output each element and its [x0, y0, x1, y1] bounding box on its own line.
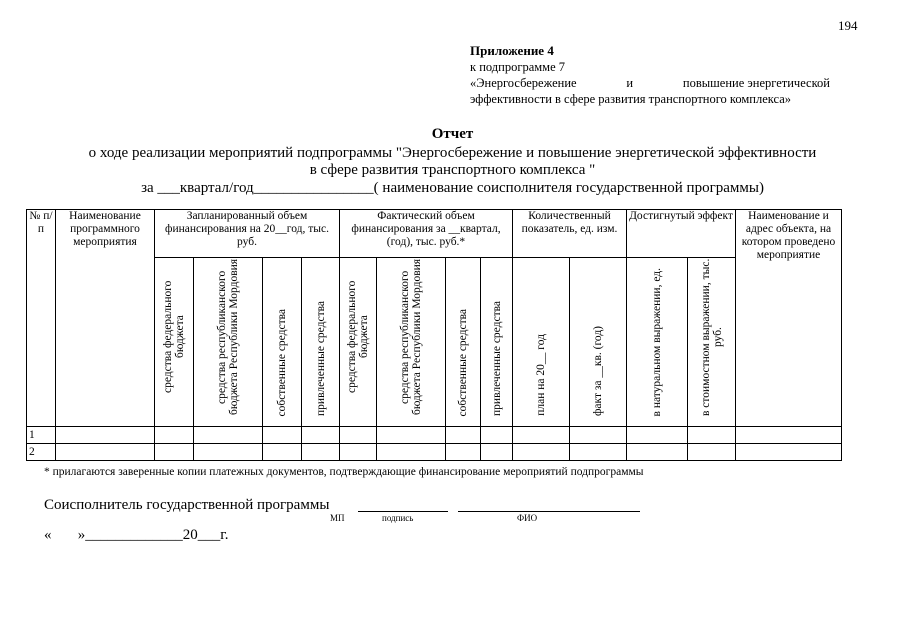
planned-republic: средства республиканского бюджета Республики Мордовия: [216, 258, 240, 416]
actual-federal: средства федерального бюджета: [346, 280, 370, 394]
footnote: * прилагаются заверенные копии платежных документов, подтверждающие финансирование мероприятий подпрограммы: [44, 466, 644, 478]
appendix-line1: к подпрограмме 7: [470, 60, 565, 74]
header-effect: Достигнутый эффект: [627, 210, 736, 258]
header-planned: Запланированный объем финансирования на 20__год, тыс. руб.: [155, 210, 340, 258]
planned-attracted: привлеченные средства: [314, 301, 327, 416]
actual-attracted: привлеченные средства: [490, 301, 503, 416]
header-name: Наименование программного мероприятия: [56, 210, 155, 427]
mp-label: МП: [330, 513, 345, 523]
effect-cost: в стоимостном выражении, тыс. руб.: [699, 258, 724, 416]
report-table: [26, 209, 842, 461]
planned-own: собственные средства: [276, 308, 288, 416]
report-subtitle-line1: о ходе реализации мероприятий подпрограммы "Энергосбережение и повышение энергетической эффективности: [88, 145, 817, 161]
actual-own: собственные средства: [457, 308, 469, 416]
signature-line: [358, 511, 448, 512]
signature-caption: подпись: [382, 513, 414, 523]
header-num: № п/п: [27, 210, 56, 427]
appendix-title: Приложение 4: [470, 43, 554, 58]
header-actual: Фактический объем финансирования за __квартал, (год), тыс. руб.*: [340, 210, 513, 258]
report-subtitle: [0, 145, 905, 179]
quantity-plan-cell: [513, 258, 570, 427]
report-subtitle-line2: в сфере развития транспортного комплекса ": [309, 162, 596, 178]
appendix-line3: эффективности в сфере развития транспортного комплекса»: [470, 92, 792, 106]
row-number: 1: [27, 427, 56, 444]
actual-republic: средства республиканского бюджета Республики Мордовия: [399, 258, 423, 416]
appendix-line2-a: «Энергосбережение: [470, 76, 577, 90]
actual-republic-cell: [377, 258, 446, 427]
signature-label: Соисполнитель государственной программы: [44, 497, 330, 513]
page-number: 194: [838, 18, 858, 33]
planned-own-cell: [263, 258, 302, 427]
header-address: Наименование и адрес объекта, на котором проведено мероприятие: [736, 210, 842, 427]
quantity-fact: факт за __кв. (год): [592, 325, 604, 416]
header-quantity: Количественный показатель, ед. изм.: [513, 210, 627, 258]
appendix-line2: [470, 75, 830, 91]
actual-attracted-cell: [481, 258, 513, 427]
planned-federal: средства федерального бюджета: [162, 280, 186, 394]
actual-own-cell: [446, 258, 481, 427]
quantity-plan: план на 20__ год: [535, 334, 547, 416]
report-title: Отчет: [431, 126, 474, 142]
table-row: [27, 427, 842, 444]
fio-caption: ФИО: [517, 513, 538, 523]
table-row: [27, 444, 842, 461]
quantity-fact-cell: [570, 258, 627, 427]
planned-federal-cell: [155, 258, 194, 427]
planned-attracted-cell: [302, 258, 340, 427]
actual-federal-cell: [340, 258, 377, 427]
row-number: 2: [27, 444, 56, 461]
appendix-block: [470, 43, 830, 107]
appendix-line2-b: и: [626, 76, 634, 90]
appendix-line2-c: повышение энергетической: [682, 76, 830, 90]
date-line: « »_____________20___г.: [44, 527, 229, 543]
fio-line: [458, 511, 640, 512]
report-period: за ___квартал/год________________( наименование соисполнителя государственной программы): [141, 180, 764, 196]
effect-natural-cell: [627, 258, 688, 427]
effect-natural: в натуральном выражении, ед.: [651, 267, 663, 416]
planned-republic-cell: [194, 258, 263, 427]
effect-cost-cell: [688, 258, 736, 427]
